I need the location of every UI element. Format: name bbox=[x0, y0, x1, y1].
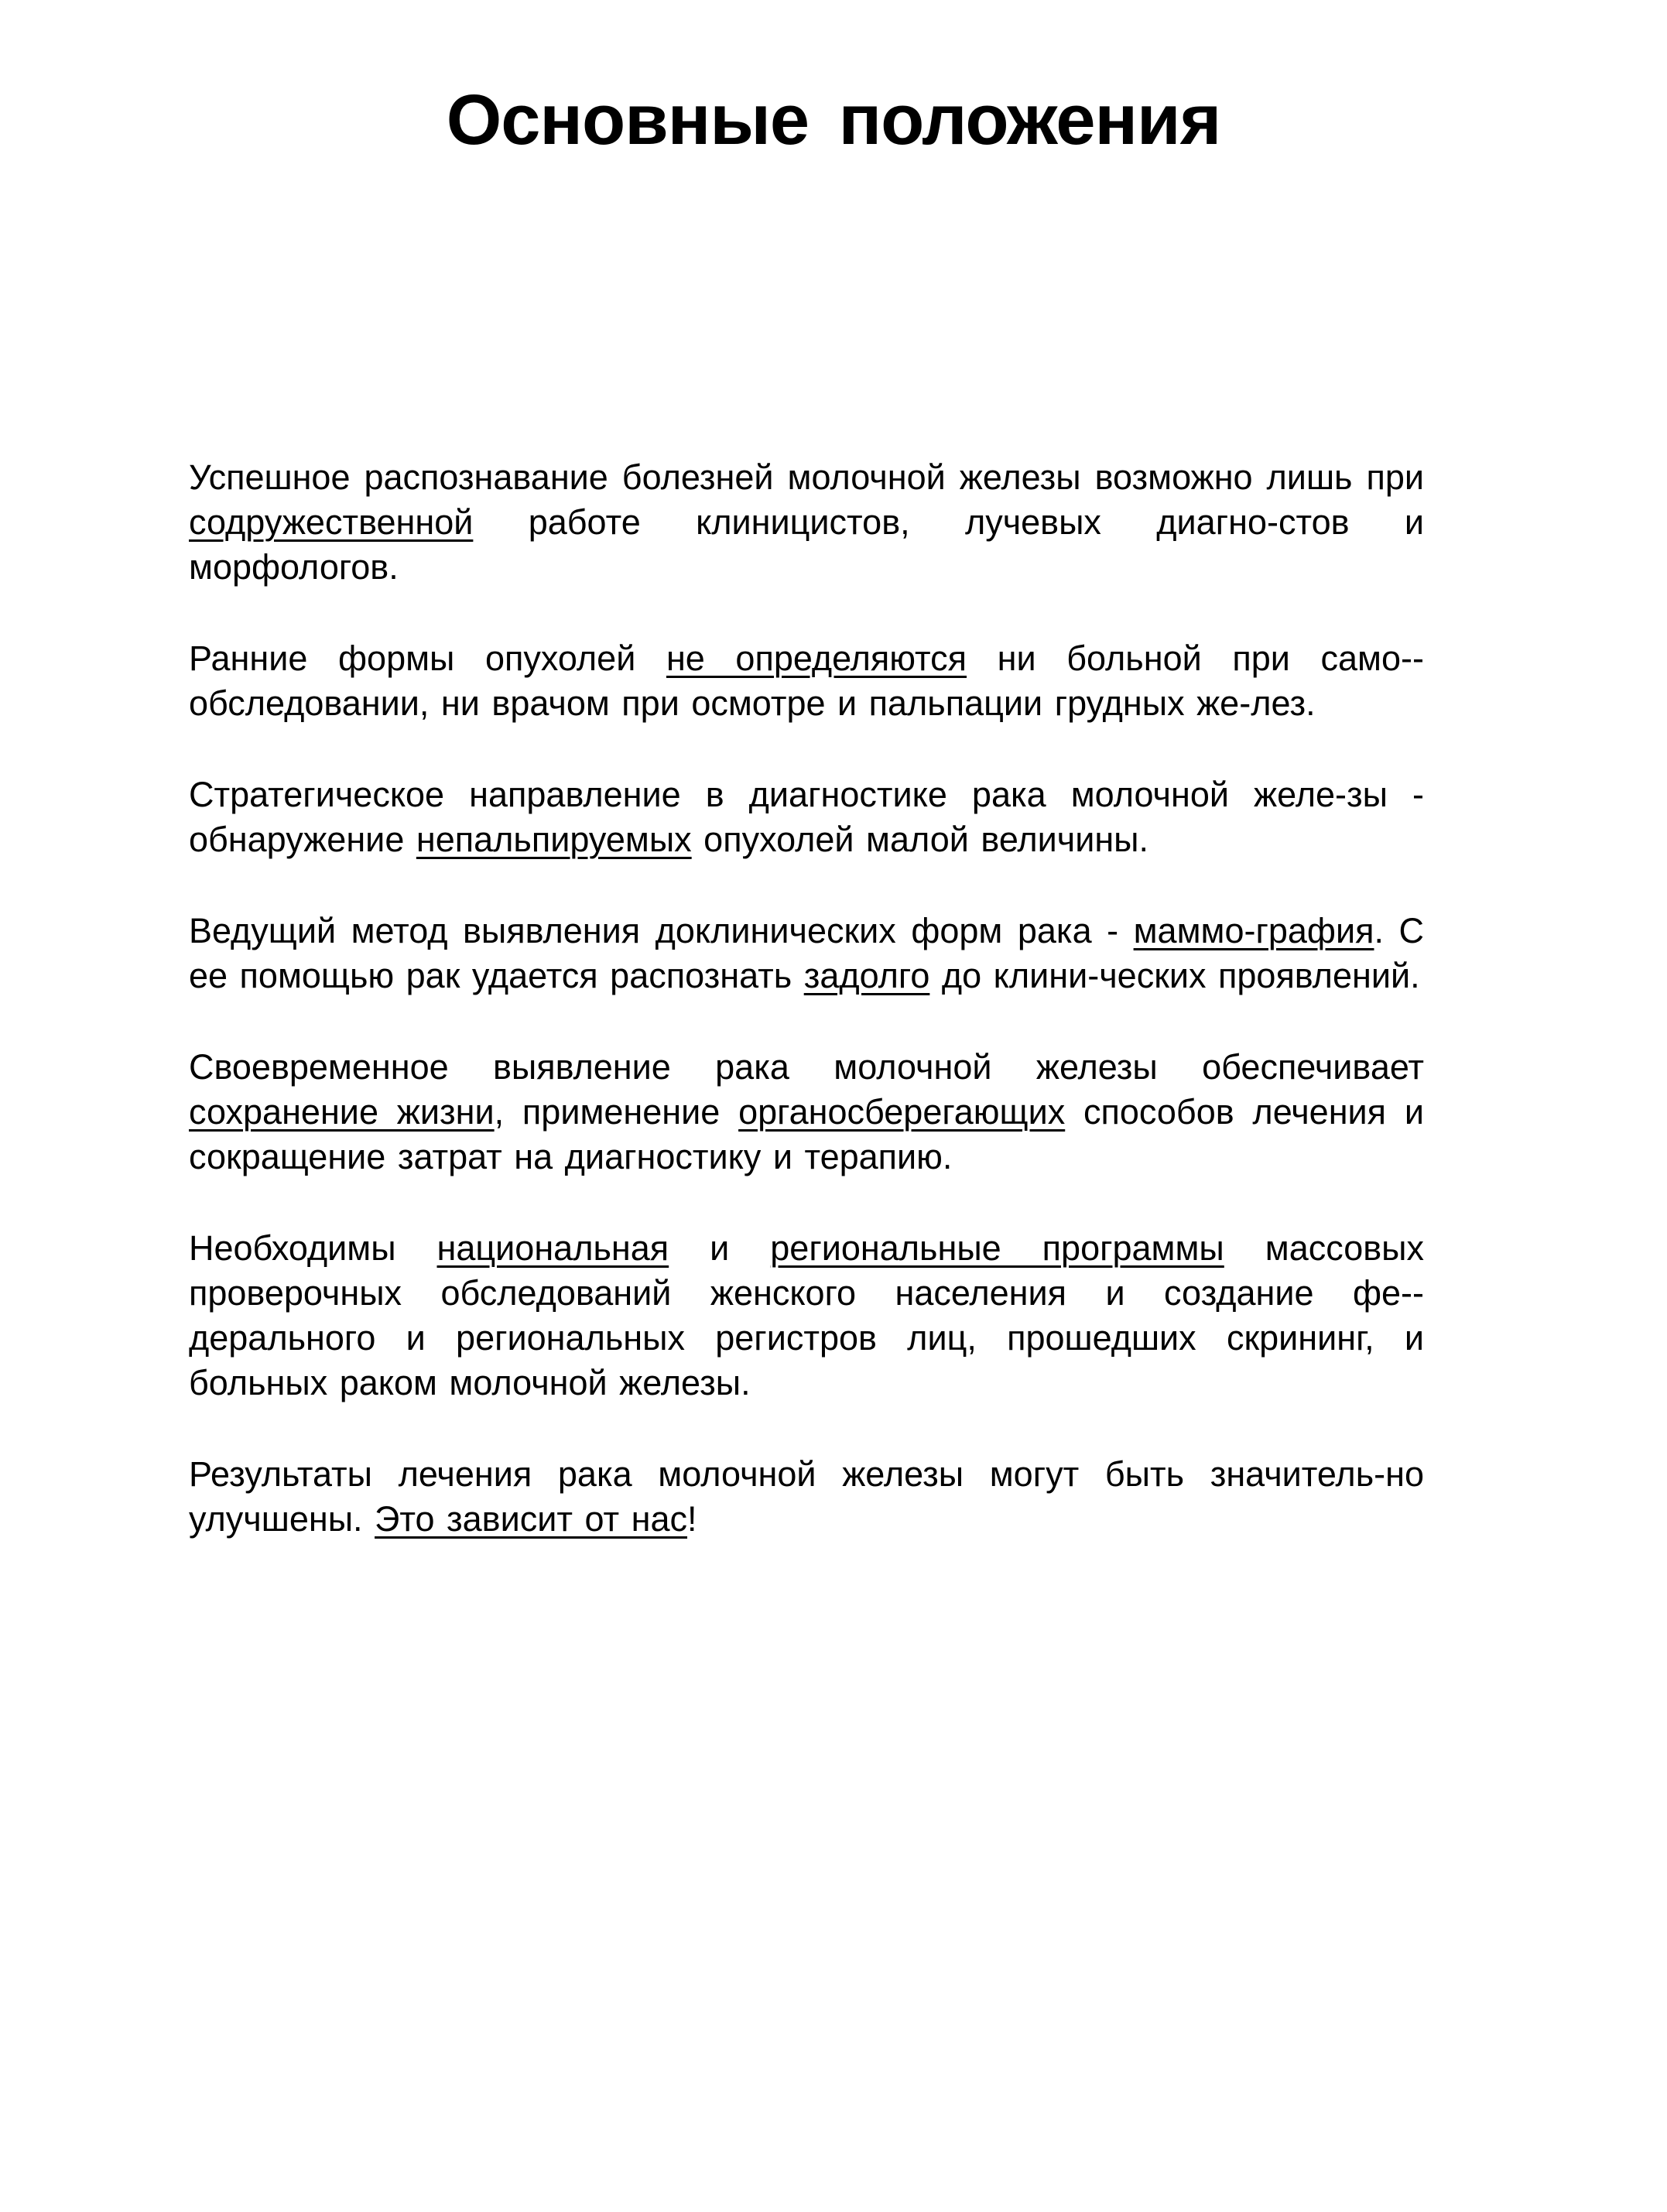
paragraph-2 bbox=[189, 636, 1424, 726]
paragraph-4 bbox=[189, 909, 1424, 998]
paragraph-6 bbox=[189, 1226, 1424, 1406]
paragraph-text: способов лечения и сокращение затрат на диагностику и терапию. bbox=[189, 1092, 1424, 1176]
underlined-emphasis: непальпируемых bbox=[416, 820, 692, 859]
paragraph-text: работе клиницистов, лучевых диагно-стов и морфологов. bbox=[189, 502, 1424, 587]
underlined-emphasis: сохранение жизни bbox=[189, 1092, 495, 1132]
underlined-emphasis: региональные программы bbox=[770, 1228, 1224, 1268]
underlined-emphasis: содружественной bbox=[189, 502, 474, 542]
paragraph-text: Успешное распознавание болезней молочной железы возможно лишь при bbox=[189, 457, 1424, 497]
paragraph-text: Результаты лечения рака молочной железы могут быть значитель-но улучшены. bbox=[189, 1454, 1424, 1539]
paragraph-3 bbox=[189, 772, 1424, 862]
paragraph-text: . С ее помощью рак удается распознать bbox=[189, 911, 1424, 995]
paragraph-text: массовых проверочных обследований женского населения и создание фе-дерального и региональных регистров лиц, прошедших скрининг, и больных раком молочной железы. bbox=[189, 1228, 1424, 1402]
paragraph-text: ни больной при само-обследовании, ни врачом при осмотре и пальпации грудных же-лез. bbox=[189, 639, 1424, 723]
paragraph-5 bbox=[189, 1045, 1424, 1180]
underlined-emphasis: задолго bbox=[803, 956, 930, 995]
paragraph-1 bbox=[189, 455, 1424, 590]
paragraph-text: опухолей малой величины. bbox=[691, 820, 1149, 859]
underlined-emphasis: Это зависит от нас bbox=[375, 1499, 688, 1539]
underlined-emphasis: маммо-графия bbox=[1133, 911, 1374, 950]
underlined-emphasis: не определяются bbox=[666, 639, 967, 678]
page-title: Основные положения bbox=[446, 80, 1221, 159]
paragraph-text: и bbox=[669, 1228, 771, 1268]
paragraph-text: , применение bbox=[494, 1092, 739, 1132]
paragraph-text: Стратегическое направление в диагностике рака молочной желе-зы - обнаружение bbox=[189, 775, 1424, 859]
paragraph-text: Необходимы bbox=[189, 1228, 437, 1268]
paragraph-text: Ведущий метод выявления доклинических форм рака - bbox=[189, 911, 1134, 950]
paragraph-text: до клини-ческих проявлений. bbox=[929, 956, 1420, 995]
paragraph-text: Ранние формы опухолей bbox=[189, 639, 666, 678]
underlined-emphasis: органосберегающих bbox=[738, 1092, 1066, 1132]
paragraph-7 bbox=[189, 1452, 1424, 1542]
document-body bbox=[189, 455, 1424, 1588]
underlined-emphasis: национальная bbox=[436, 1228, 669, 1268]
paragraph-text: ! bbox=[687, 1499, 697, 1539]
paragraph-text: Своевременное выявление рака молочной железы обеспечивает bbox=[189, 1047, 1424, 1087]
